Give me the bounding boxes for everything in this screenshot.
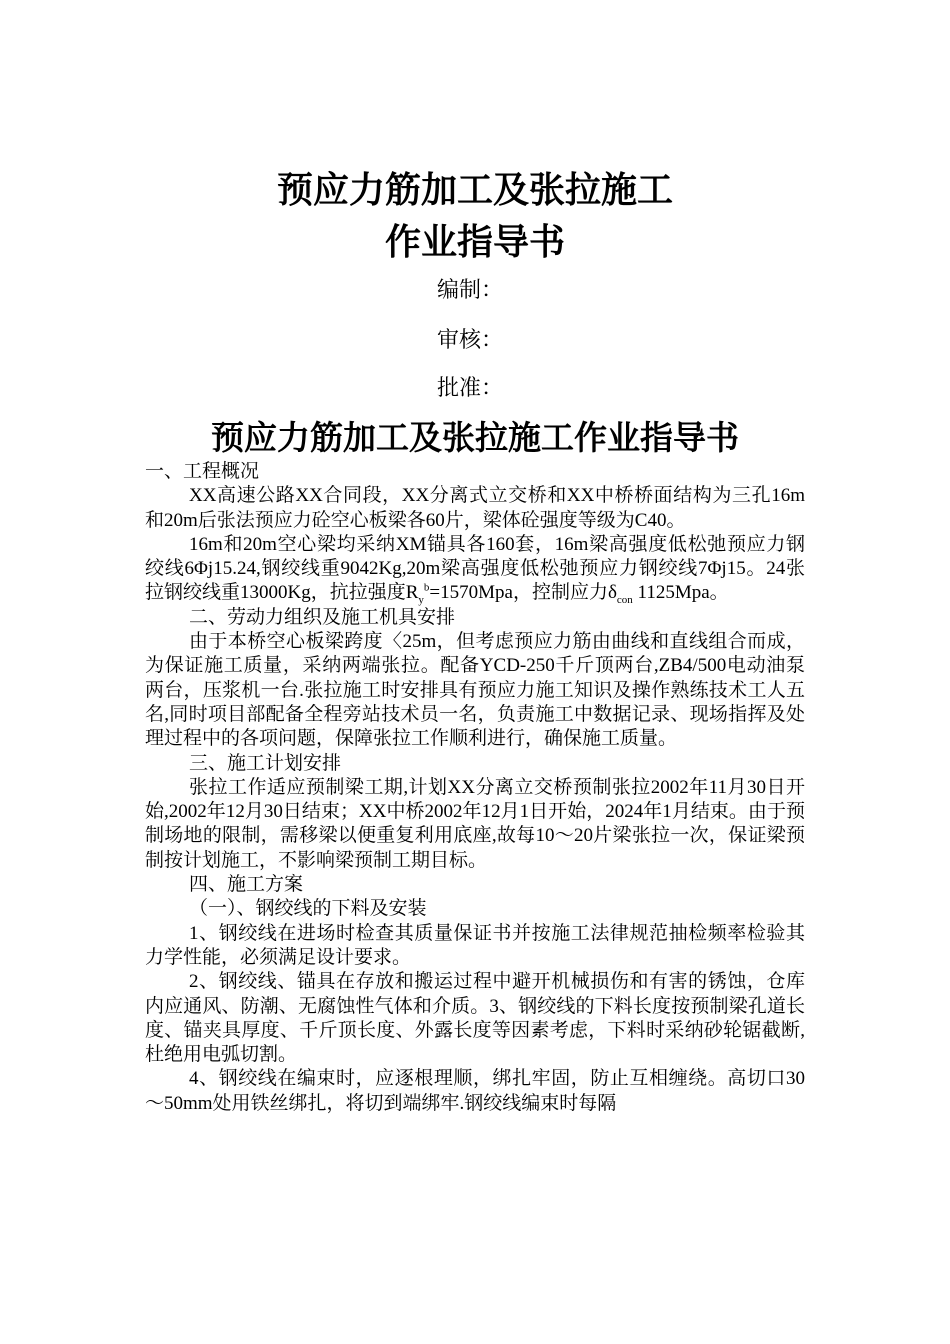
section4-subheading: （一）、钢绞线的下料及安装 (189, 898, 427, 920)
document-body (145, 460, 805, 1116)
cover-title-line1: 预应力筋加工及张拉施工 (276, 170, 673, 211)
superscript-b: b (423, 582, 430, 595)
section3-paragraph1: 张拉工作适应预制梁工期,计划XX分离立交桥预制张拉2002年11月30日开始,2002年12月30日结束；XX中桥2002年12月1日开始，2024年1月结束。由于预制场地的限制，需移梁以便重复利用底座,故每10～20片梁张拉一次，保证梁预制按计划施工，不影响梁预制工期目标。 (145, 776, 805, 871)
section1-p2-text-b: =1570Mpa，控制应力δ (429, 582, 617, 604)
section4-item1: 1、钢绞线在进场时检查其质量保证书并按施工法律规范抽检频率检验其力学性能，必须满足设计要求。 (145, 922, 805, 968)
section2-paragraph1: 由于本桥空心板梁跨度〈25m，但考虑预应力筋由曲线和直线组合而成，为保证施工质量，采纳两端张拉。配备YCD-250千斤顶两台,ZB4/500电动油泵两台，压浆机一台.张拉施工时安排具有预应力施工知识及操作熟练技术工人五名,同时项目部配备全程旁站技术员一名，负责施工中数据记录、现场指挥及处理过程中的各项问题，保障张拉工作顺利进行，确保施工质量。 (145, 631, 805, 750)
section1-paragraph1: XX高速公路XX合同段，XX分离式立交桥和XX中桥桥面结构为三孔16m和20m后张法预应力砼空心板梁各60片，梁体砼强度等级为C40。 (145, 485, 805, 531)
section1-p2-text-a: 16m和20m空心梁均采纳XM锚具各160套，16m梁高强度低松弛预应力钢绞线6Φj15.24,钢绞线重9042Kg,20m梁高强度低松弛预应力钢绞线7Φj15。24张拉钢绞线重13000Kg，抗拉强度R (145, 533, 805, 604)
subscript-con: con (616, 594, 633, 607)
section4-item4: 4、钢绞线在编束时，应逐根理顺，绑扎牢固，防止互相缠绕。高切口30～50mm处用铁丝绑扎，将切到端绑牢.钢绞线编束时每隔 (145, 1068, 805, 1114)
document-title: 预应力筋加工及张拉施工作业指导书 (211, 418, 739, 457)
approved-by-label: 批准： (437, 376, 504, 401)
section2-heading: 二、劳动力组织及施工机具安排 (189, 606, 456, 628)
section3-heading: 三、施工计划安排 (189, 752, 342, 774)
section4-item2: 2、钢绞线、锚具在存放和搬运过程中避开机械损伤和有害的锈蚀，仓库内应通风、防潮、无腐蚀性气体和介质。3、钢绞线的下料长度按预制梁孔道长度、锚夹具厚度、千斤顶长度、外露长度等因素考虑，下料时采纳砂轮锯截断,杜绝用电弧切割。 (145, 971, 805, 1066)
section1-paragraph2 (145, 533, 805, 606)
cover-title-line2: 作业指导书 (384, 222, 565, 263)
section1-heading: 一、工程概况 (145, 461, 260, 482)
section1-p2-text-c: 1125Mpa。 (632, 582, 729, 604)
compiled-by-label: 编制： (437, 278, 504, 303)
reviewed-by-label: 审核： (437, 328, 504, 353)
section4-heading: 四、施工方案 (189, 874, 304, 896)
subscript-y: y (418, 594, 424, 607)
